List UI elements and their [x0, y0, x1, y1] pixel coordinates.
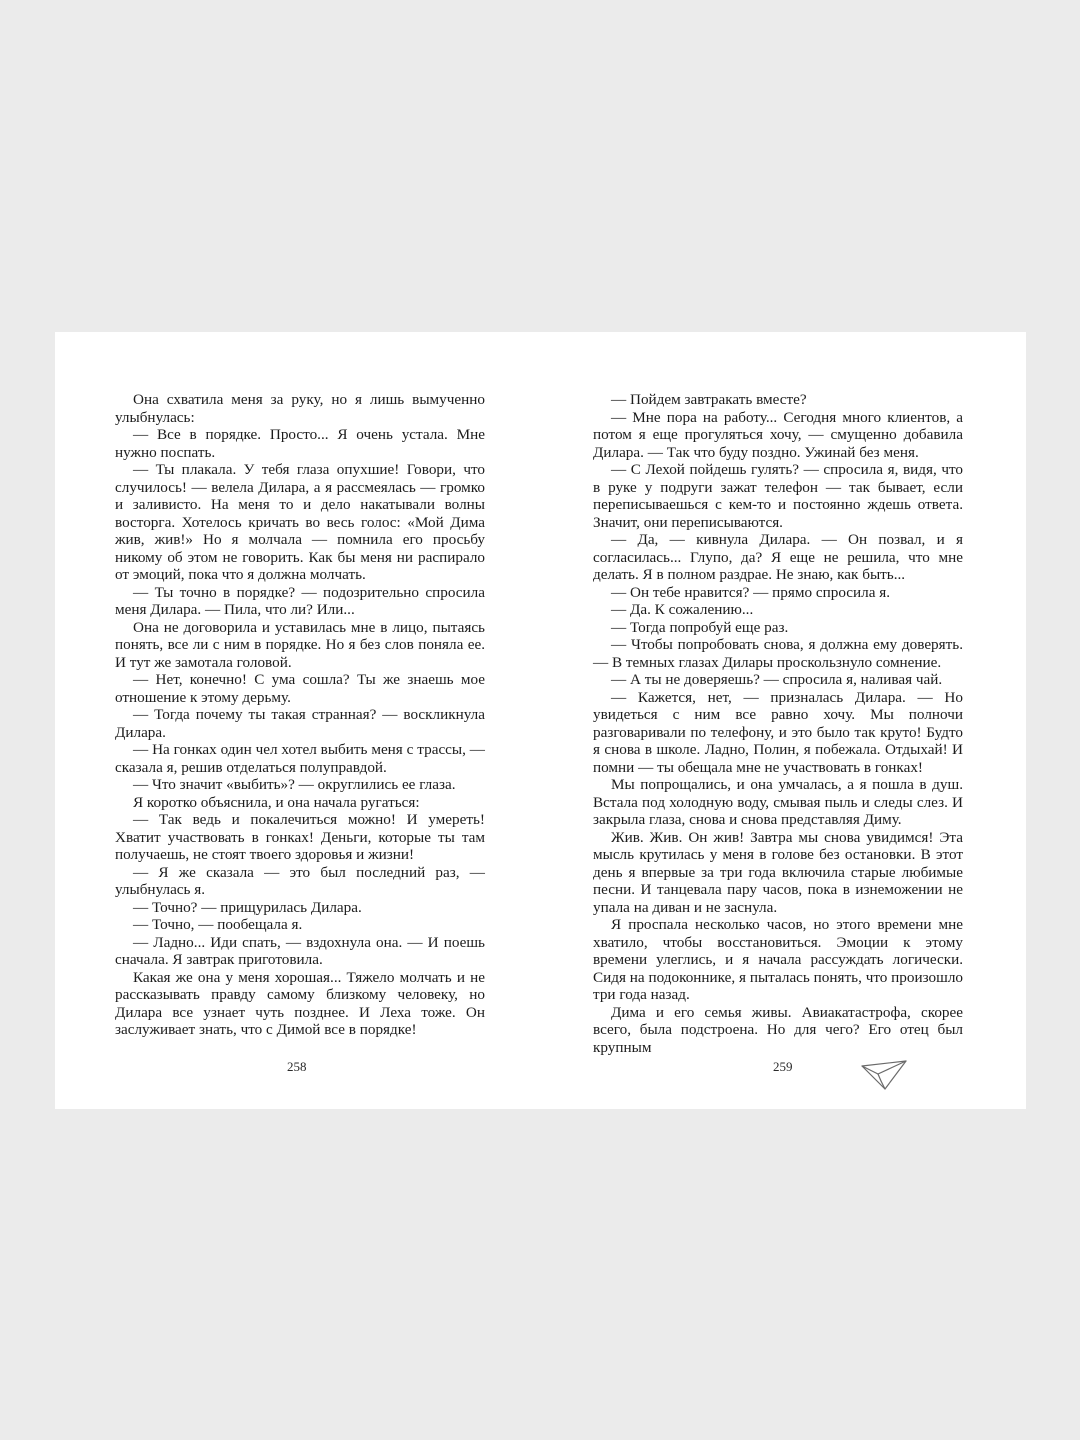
right-paragraph: — С Лехой пойдешь гулять? — спросила я, видя, что в руке у подруги зажат телефон — так бывает, если переписываешься с кем-то и постоянно ждешь ответа. Значит, они переписываются. — [593, 461, 963, 531]
right-paragraph: — Да. К сожалению... — [611, 601, 754, 618]
left-paragraph: — Ладно... Иди спать, — вздохнула она. — И поешь сначала. Я завтрак приготовила. — [115, 933, 485, 968]
left-paragraph: Я коротко объяснила, и она начала ругаться: — [133, 793, 420, 811]
page-number-left: 258 — [287, 1059, 307, 1074]
right-paragraph: — Пойдем завтракать вместе? — [611, 391, 807, 408]
right-paragraph: — Тогда попробуй еще раз. — [611, 618, 789, 636]
book-spread — [55, 332, 1026, 1109]
right-paragraph: Жив. Жив. Он жив! Завтра мы снова увидимся! Эта мысль крутилась у меня в голове без остановки. В этот день я впервые за три года включила старые любимые песни. И танцевала пару часов, пока в изнеможении не упала на диван и не заснула. — [593, 828, 963, 916]
left-paragraph: — Точно, — пообещала я. — [133, 916, 303, 933]
right-paragraph: — Да, — кивнула Дилара. — Он позвал, и я согласилась... Глупо, да? Я еще не решила, что мне делать. Я в полном раздрае. Не знаю, как быть... — [593, 531, 963, 583]
left-paragraph: — Все в порядке. Просто... Я очень устала. Мне нужно поспать. — [115, 426, 485, 461]
left-paragraph: — Что значит «выбить»? — округлились ее глаза. — [133, 776, 456, 793]
right-paragraph: Дима и его семья живы. Авиакатастрофа, скорее всего, была подстроена. Но для чего? Его отец был крупным — [593, 1003, 963, 1056]
right-paragraph: — А ты не доверяешь? — спросила я, наливая чай. — [611, 671, 943, 688]
left-page-text — [115, 391, 485, 1039]
right-paragraph: Я проспала несколько часов, но этого времени мне хватило, чтобы восстановиться. Эмоции к этому времени улеглись, и я начала рассуждать логически. Сидя на подоконнике, я пыталась понять, что произошло три года назад. — [593, 916, 963, 1003]
left-paragraph: — Нет, конечно! С ума сошла? Ты же знаешь мое отношение к этому дерьму. — [115, 671, 485, 706]
left-paragraph: Какая же она у меня хорошая... Тяжело молчать и не рассказывать правду самому близкому человеку, но Дилара все узнает чуть позднее. И Леха тоже. Он заслуживает знать, что с Димой все в порядке! — [115, 968, 485, 1038]
left-paragraph: Она схватила меня за руку, но я лишь вымученно улыбнулась: — [115, 391, 485, 426]
right-paragraph: — Мне пора на работу... Сегодня много клиентов, а потом я еще прогуляться хочу, — смущенно добавила Дилара. — Так что буду поздно. Ужинай без меня. — [593, 408, 963, 461]
paper-plane-icon — [861, 1059, 907, 1091]
right-paragraph: — Чтобы попробовать снова, я должна ему доверять. — В темных глазах Дилары проскользнуло сомнение. — [593, 636, 963, 671]
left-paragraph: — Так ведь и покалечиться можно! И умереть! Хватит участвовать в гонках! Деньги, которые ты там получаешь, не стоят твоего здоровья и жизни! — [115, 811, 485, 863]
right-page-text — [593, 391, 963, 1056]
right-paragraph: — Кажется, нет, — призналась Дилара. — Но увидеться с ним все равно хочу. Мы полночи разговаривали по телефону, и это было так круто! Будто я снова в школе. Ладно, Полин, я побежала. Отдыхай! И помни — ты обещала мне не участвовать в гонках! — [593, 688, 963, 776]
left-paragraph: — Тогда почему ты такая странная? — воскликнула Дилара. — [115, 706, 485, 741]
left-paragraph: — Точно? — прищурилась Дилара. — [133, 898, 362, 916]
left-paragraph: — На гонках один чел хотел выбить меня с трассы, — сказала я, решив отделаться полуправдой. — [115, 741, 485, 776]
left-paragraph: Она не договорила и уставилась мне в лицо, пытаясь понять, все ли с ним в порядке. Но я без слов поняла ее. И тут же замотала головой. — [115, 618, 485, 671]
right-paragraph: Мы попрощались, и она умчалась, а я пошла в душ. Встала под холодную воду, смывая пыль и следы слез. И закрыла глаза, снова и снова представляя Диму. — [593, 776, 963, 828]
right-paragraph: — Он тебе нравится? — прямо спросила я. — [611, 583, 891, 601]
left-paragraph: — Я же сказала — это был последний раз, — улыбнулась я. — [115, 863, 485, 898]
left-paragraph: — Ты плакала. У тебя глаза опухшие! Говори, что случилось! — велела Дилара, а я рассмеялась — громко и заливисто. На меня то и дело накатывали волны восторга. Хотелось кричать во весь голос: «Мой Дима жив, жив!» Но я молчала — помнила его просьбу никому об этом не говорить. Как бы меня ни распирало от эмоций, пока что я должна молчать. — [115, 461, 485, 583]
page-number-right: 259 — [773, 1059, 793, 1074]
left-paragraph: — Ты точно в порядке? — подозрительно спросила меня Дилара. — Пила, что ли? Или... — [115, 583, 485, 618]
